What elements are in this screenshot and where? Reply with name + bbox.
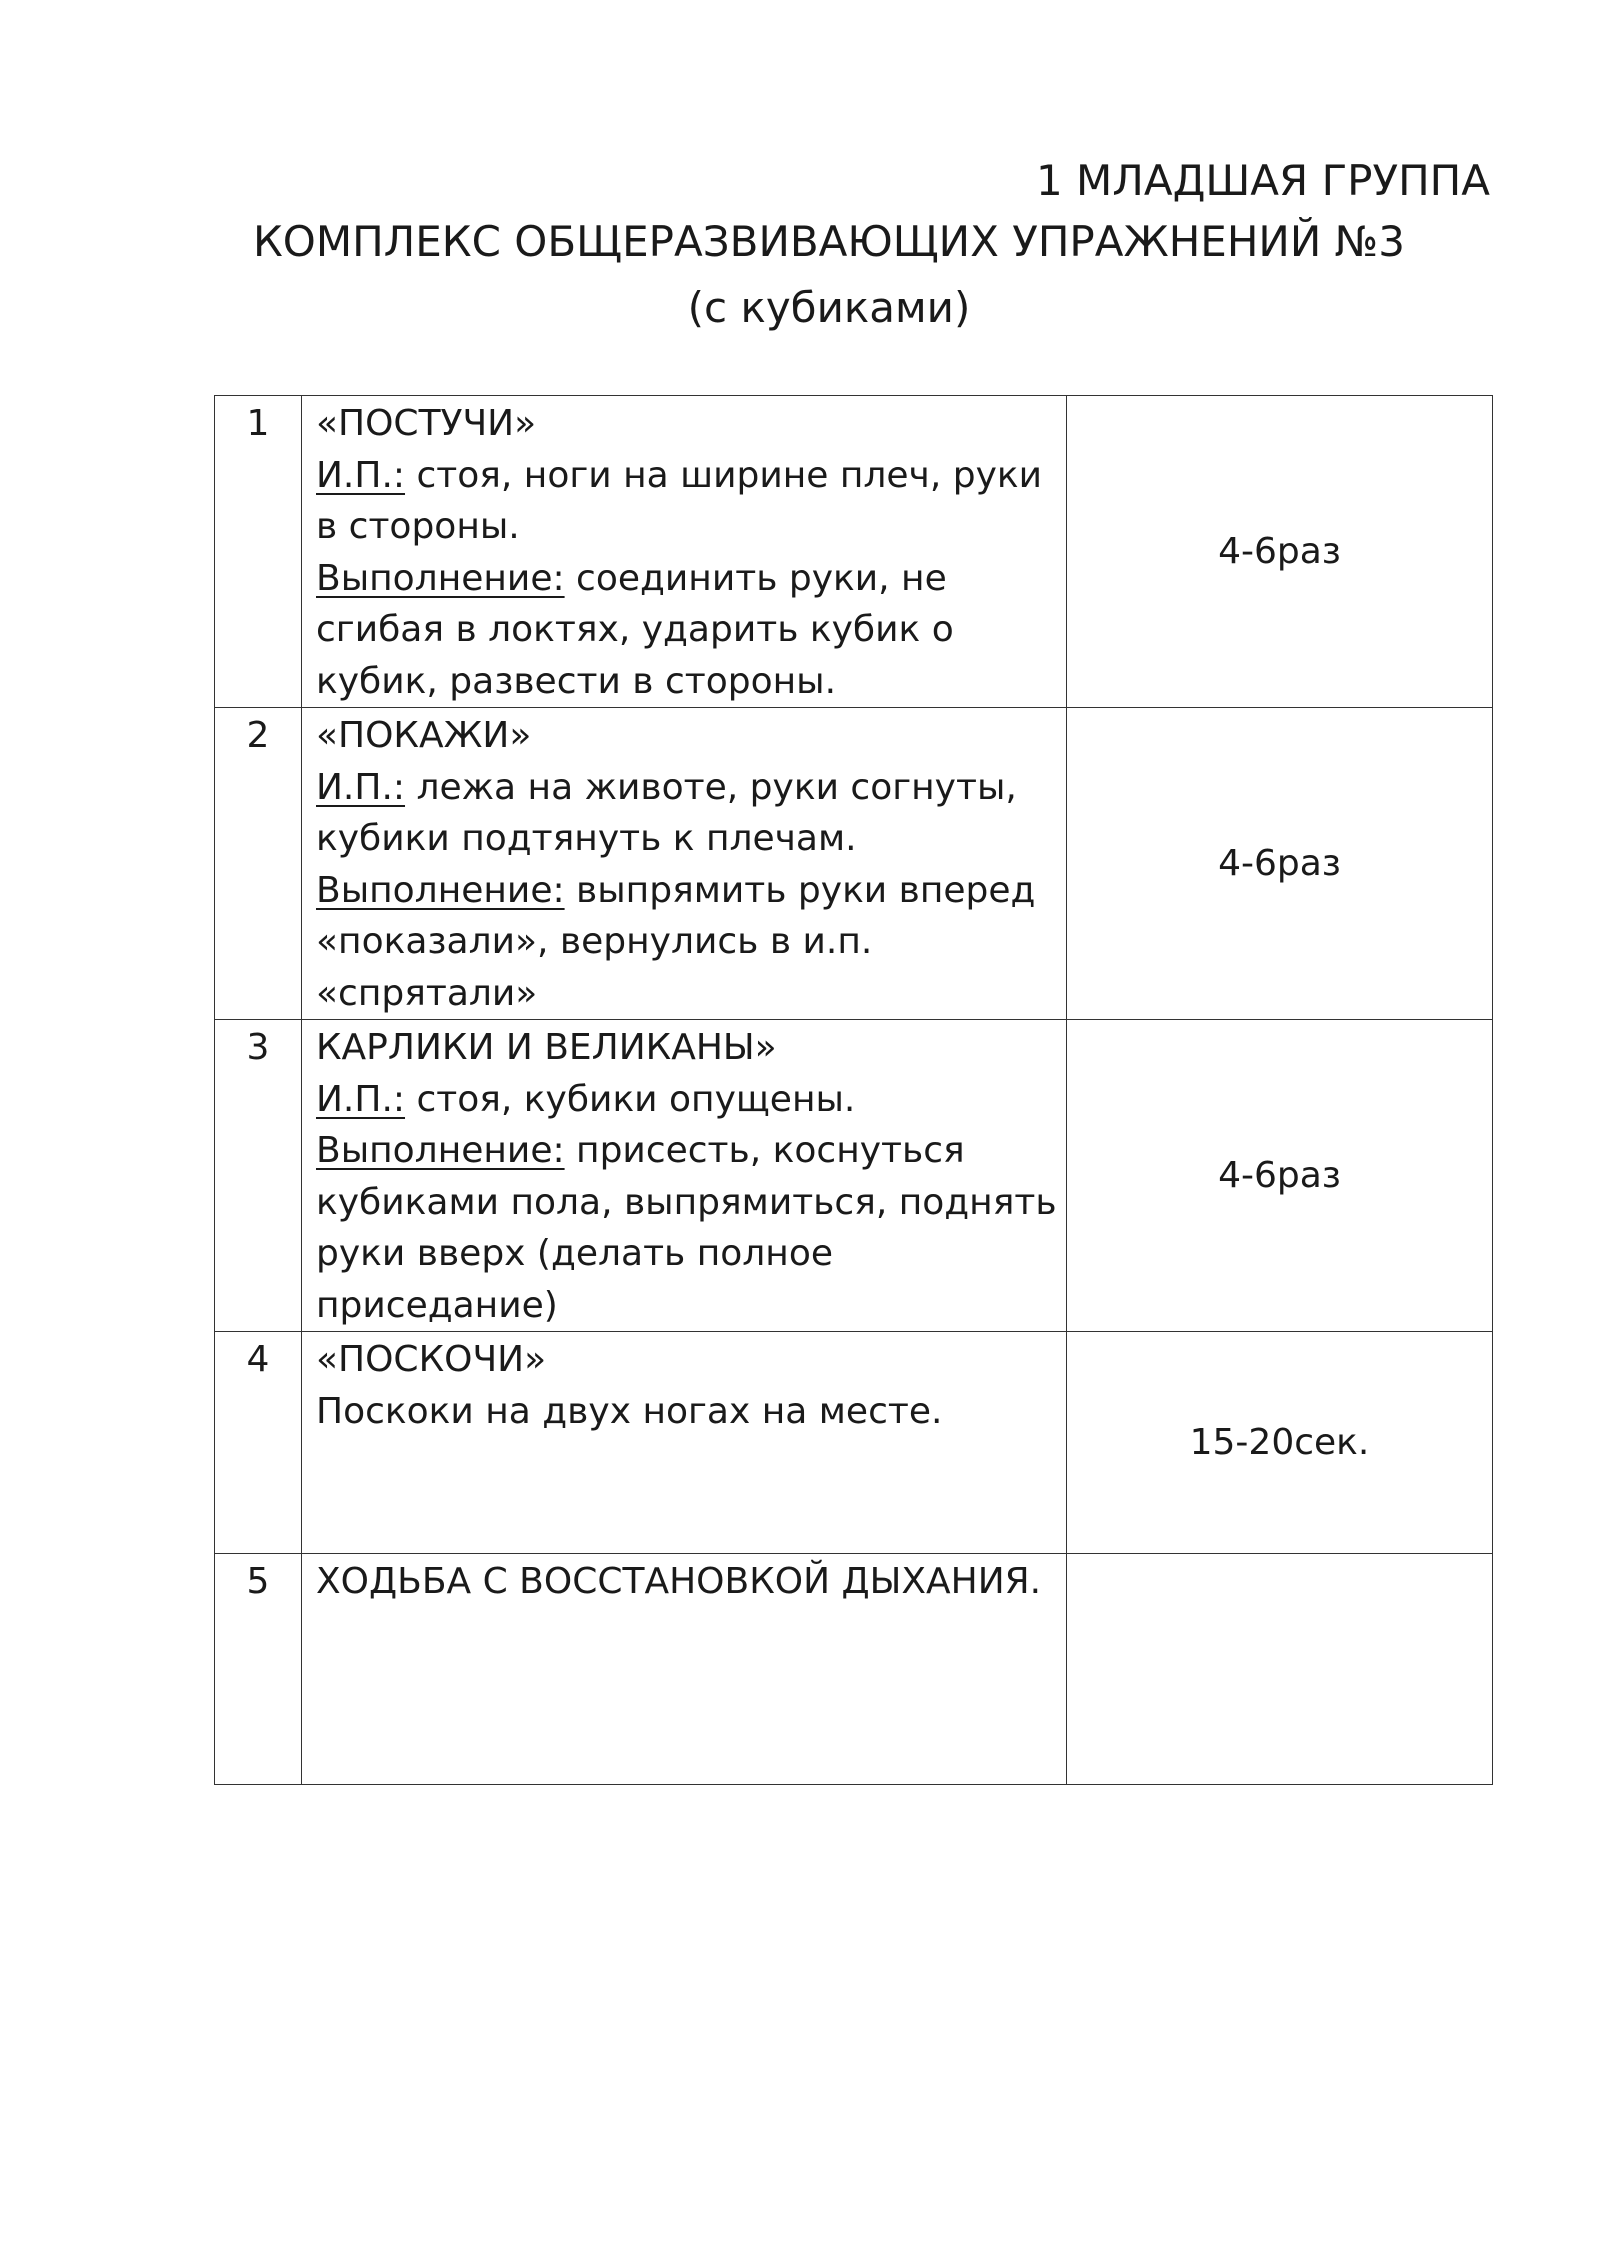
exercise-number: 1 xyxy=(215,396,302,708)
execution-line xyxy=(316,553,1058,708)
exercise-name: «ПОСТУЧИ» xyxy=(316,403,537,444)
exercises-table xyxy=(214,395,1493,1785)
exercise-row xyxy=(215,708,1493,1020)
exercise-dosage: 4-6раз xyxy=(1067,708,1493,1020)
exercise-name: КАРЛИКИ И ВЕЛИКАНЫ» xyxy=(316,1027,777,1068)
execution-label: Выполнение: xyxy=(316,869,565,911)
exercise-text: Поскоки на двух ногах на месте. xyxy=(316,1390,943,1432)
exercise-name: «ПОКАЖИ» xyxy=(316,715,532,756)
exercise-number: 4 xyxy=(215,1332,302,1554)
exercise-row xyxy=(215,1020,1493,1332)
exercise-dosage: 15-20сек. xyxy=(1067,1332,1493,1554)
exercise-number: 5 xyxy=(215,1554,302,1785)
exercise-description xyxy=(302,708,1067,1020)
exercise-description xyxy=(302,1020,1067,1332)
execution-line xyxy=(316,1125,1058,1331)
start-position-label: И.П.: xyxy=(316,766,406,808)
complex-subtitle: (с кубиками) xyxy=(687,283,971,332)
exercise-dosage xyxy=(1067,1554,1493,1785)
exercise-row xyxy=(215,1554,1493,1785)
exercise-name: ХОДЬБА С ВОССТАНОВКОЙ ДЫХАНИЯ. xyxy=(316,1561,1042,1602)
exercise-number: 2 xyxy=(215,708,302,1020)
exercise-description xyxy=(302,1332,1067,1554)
exercise-row xyxy=(215,1332,1493,1554)
execution-text: выпрямить руки вперед «показали», вернулись в и.п. «спрятали» xyxy=(316,869,1036,1014)
start-position-line xyxy=(316,1074,1058,1126)
exercise-row xyxy=(215,396,1493,708)
execution-label: Выполнение: xyxy=(316,1130,565,1171)
exercise-description xyxy=(302,1554,1067,1785)
execution-label: Выполнение: xyxy=(316,557,565,599)
group-title: 1 МЛАДШАЯ ГРУППА xyxy=(1035,156,1490,205)
start-position-text: стоя, ноги на ширине плеч, руки в стороны. xyxy=(316,454,1043,547)
start-position-text: стоя, кубики опущены. xyxy=(405,1078,856,1120)
exercise-name: «ПОСКОЧИ» xyxy=(316,1339,547,1380)
start-position-line xyxy=(316,762,1058,865)
exercise-description xyxy=(302,396,1067,708)
exercise-dosage: 4-6раз xyxy=(1067,1020,1493,1332)
execution-line xyxy=(316,865,1058,1020)
start-position-label: И.П.: xyxy=(316,1078,406,1120)
execution-text: соединить руки, не сгибая в локтях, ударить кубик о кубик, развести в стороны. xyxy=(316,557,954,702)
start-position-text: лежа на животе, руки согнуты, кубики подтянуть к плечам. xyxy=(316,766,1017,859)
complex-title: КОМПЛЕКС ОБЩЕРАЗВИВАЮЩИХ УПРАЖНЕНИЙ №3 xyxy=(252,217,1405,266)
exercise-number: 3 xyxy=(215,1020,302,1332)
execution-text: присесть, коснуться кубиками пола, выпрямиться, поднять руки вверх (делать полное приседание) xyxy=(316,1130,1057,1326)
exercise-dosage: 4-6раз xyxy=(1067,396,1493,708)
start-position-line xyxy=(316,450,1058,553)
start-position-label: И.П.: xyxy=(316,454,406,496)
